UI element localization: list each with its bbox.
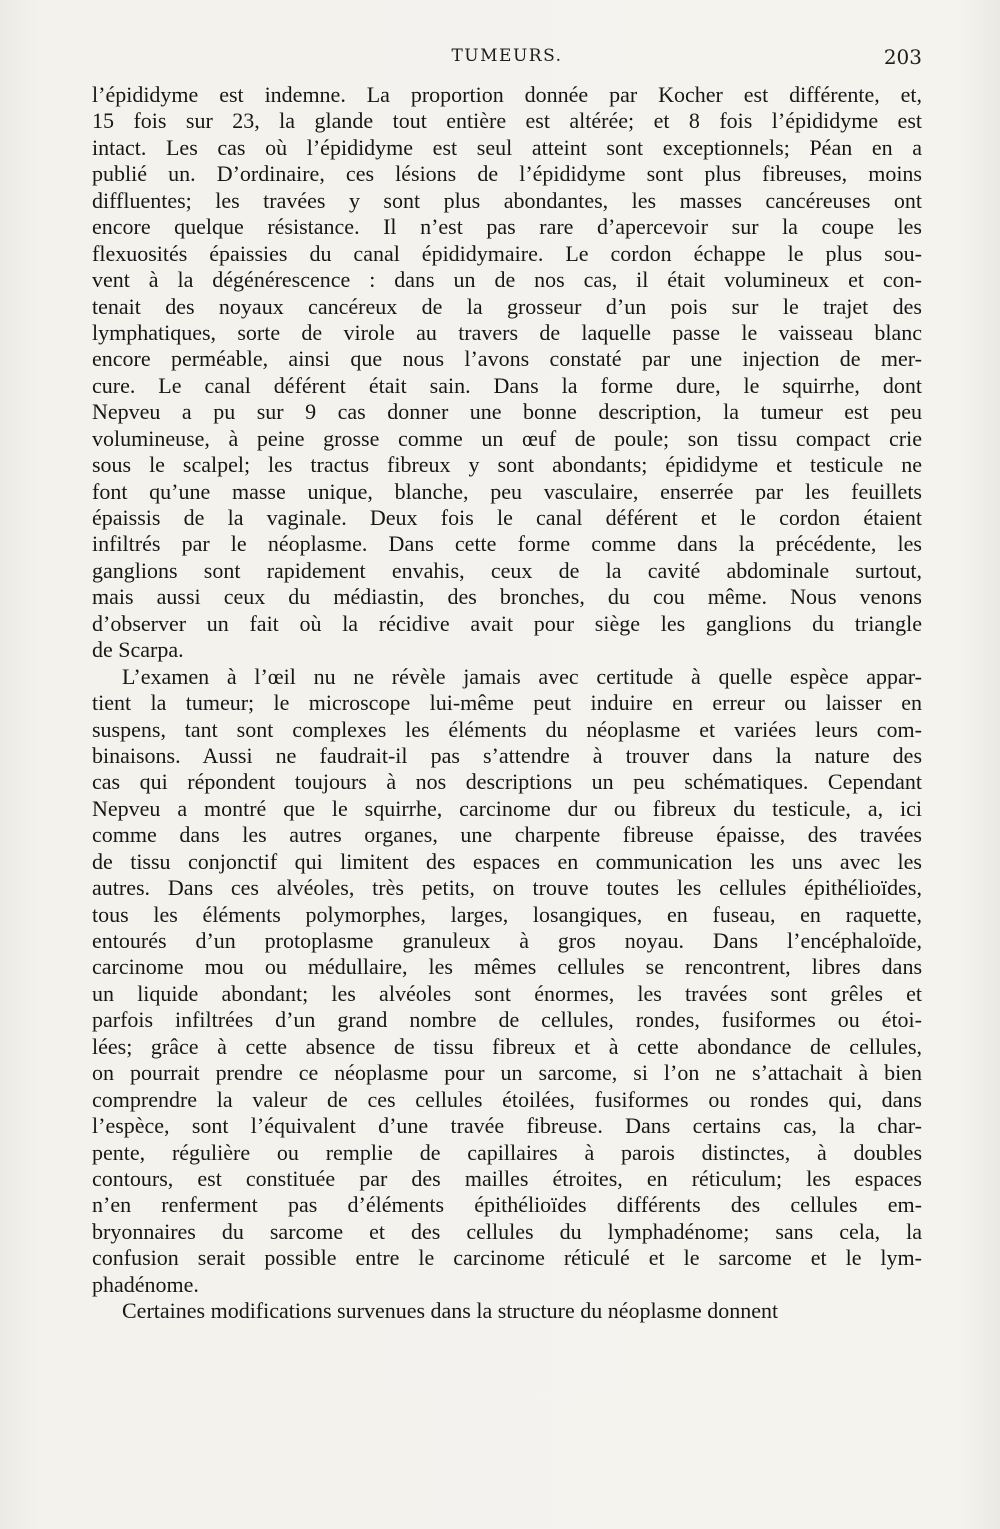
text-line: tient la tumeur; le microscope lui-même peut induire en erreur ou laisser en <box>92 690 922 716</box>
running-title: TUMEURS. <box>451 46 563 66</box>
paragraph-end-line: phadénome. <box>92 1271 199 1297</box>
paragraph-end-line: de Scarpa. <box>92 637 184 663</box>
text-line: parfois infiltrées d’un grand nombre de cellules, rondes, fusiformes ou étoi- <box>92 1007 922 1033</box>
text-line: contours, est constituée par des mailles étroites, en réticulum; les espaces <box>92 1165 922 1191</box>
text-line: on pourrait prendre ce néoplasme pour un sarcome, si l’on ne s’attachait à bien <box>92 1060 922 1086</box>
text-line: volumineuse, à peine grosse comme un œuf de poule; son tissu compact crie <box>92 425 922 451</box>
text-line: diffluentes; les travées y sont plus abondantes, les masses cancéreuses ont <box>92 187 922 213</box>
text-line: vent à la dégénérescence : dans un de nos cas, il était volumineux et con- <box>92 267 922 293</box>
text-line: carcinome mou ou médullaire, les mêmes cellules se rencontrent, libres dans <box>92 954 922 980</box>
text-line: tenait des noyaux cancéreux de la grosseur d’un pois sur le trajet des <box>92 293 922 319</box>
text-line: publié un. D’ordinaire, ces lésions de l’épididyme sont plus fibreuses, moins <box>92 161 922 187</box>
text-line: l’épididyme est indemne. La proportion donnée par Kocher est différente, et, <box>92 82 922 107</box>
text-line: comme dans les autres organes, une charpente fibreuse épaisse, des travées <box>92 822 922 848</box>
text-line: comprendre la valeur de ces cellules étoilées, fusiformes ou rondes qui, dans <box>92 1086 922 1112</box>
text-line: n’en renferment pas d’éléments épithélioïdes différents des cellules em- <box>92 1192 922 1218</box>
text-line: infiltrés par le néoplasme. Dans cette forme comme dans la précédente, les <box>92 531 922 557</box>
text-line: sous le scalpel; les tractus fibreux y sont abondants; épididyme et testicule ne <box>92 452 922 478</box>
text-line: tous les éléments polymorphes, larges, losangiques, en fuseau, en raquette, <box>92 901 922 927</box>
text-line: encore quelque résistance. Il n’est pas rare d’apercevoir sur la coupe les <box>92 214 922 240</box>
text-line: intact. Les cas où l’épididyme est seul atteint sont exceptionnels; Péan en a <box>92 134 922 160</box>
text-line: bryonnaires du sarcome et des cellules du lymphadénome; sans cela, la <box>92 1218 922 1244</box>
text-line: épaissis de la vaginale. Deux fois le canal déférent et le cordon étaient <box>92 505 922 530</box>
text-line: entourés d’un protoplasme granuleux à gros noyau. Dans l’encéphaloïde, <box>92 928 922 953</box>
paragraph-start-line: Certaines modifications survenues dans la structure du néoplasme donnent <box>122 1298 779 1324</box>
text-line: Nepveu a pu sur 9 cas donner une bonne description, la tumeur est peu <box>92 399 922 425</box>
text-line: un liquide abondant; les alvéoles sont énormes, les travées sont grêles et <box>92 980 922 1006</box>
text-line: lymphatiques, sorte de virole au travers de laquelle passe le vaisseau blanc <box>92 319 922 345</box>
page-header <box>92 46 922 76</box>
text-line: pente, régulière ou remplie de capillaires à parois distinctes, à doubles <box>92 1139 922 1165</box>
text-line: l’espèce, sont l’équivalent d’une travée fibreuse. Dans certains cas, la char- <box>92 1113 922 1139</box>
text-line: de tissu conjonctif qui limitent des espaces en communication les uns avec les <box>92 848 922 874</box>
body-text <box>92 82 922 1325</box>
text-line: flexuosités épaissies du canal épididymaire. Le cordon échappe le plus sou- <box>92 240 922 266</box>
text-line: cas qui répondent toujours à nos descriptions un peu schématiques. Cependant <box>92 769 922 795</box>
text-line: lées; grâce à cette absence de tissu fibreux et à cette abondance de cellules, <box>92 1033 922 1059</box>
paragraph-start-line: L’examen à l’œil nu ne révèle jamais avec certitude à quelle espèce appar- <box>122 663 922 689</box>
text-line: binaisons. Aussi ne faudrait-il pas s’attendre à trouver dans la nature des <box>92 742 922 768</box>
text-line: ganglions sont rapidement envahis, ceux de la cavité abdominale surtout, <box>92 557 922 583</box>
text-line: font qu’une masse unique, blanche, peu vasculaire, enserrée par les feuillets <box>92 478 922 504</box>
text-line: cure. Le canal déférent était sain. Dans la forme dure, le squirrhe, dont <box>92 372 922 398</box>
text-line: Nepveu a montré que le squirrhe, carcinome dur ou fibreux du testicule, a, ici <box>92 795 922 821</box>
text-line: encore perméable, ainsi que nous l’avons constaté par une injection de mer- <box>92 346 922 372</box>
text-line: autres. Dans ces alvéoles, très petits, on trouve toutes les cellules épithélioïdes, <box>92 875 922 901</box>
page-number: 203 <box>883 45 922 69</box>
text-line: d’observer un fait où la récidive avait pour siège les ganglions du triangle <box>92 610 922 636</box>
text-line: 15 fois sur 23, la glande tout entière est altérée; et 8 fois l’épididyme est <box>92 108 922 134</box>
text-line: suspens, tant sont complexes les éléments du néoplasme et variées leurs com- <box>92 716 922 742</box>
text-line: confusion serait possible entre le carcinome réticulé et le sarcome et le lym- <box>92 1245 922 1271</box>
text-line: mais aussi ceux du médiastin, des bronches, du cou même. Nous venons <box>92 584 922 610</box>
